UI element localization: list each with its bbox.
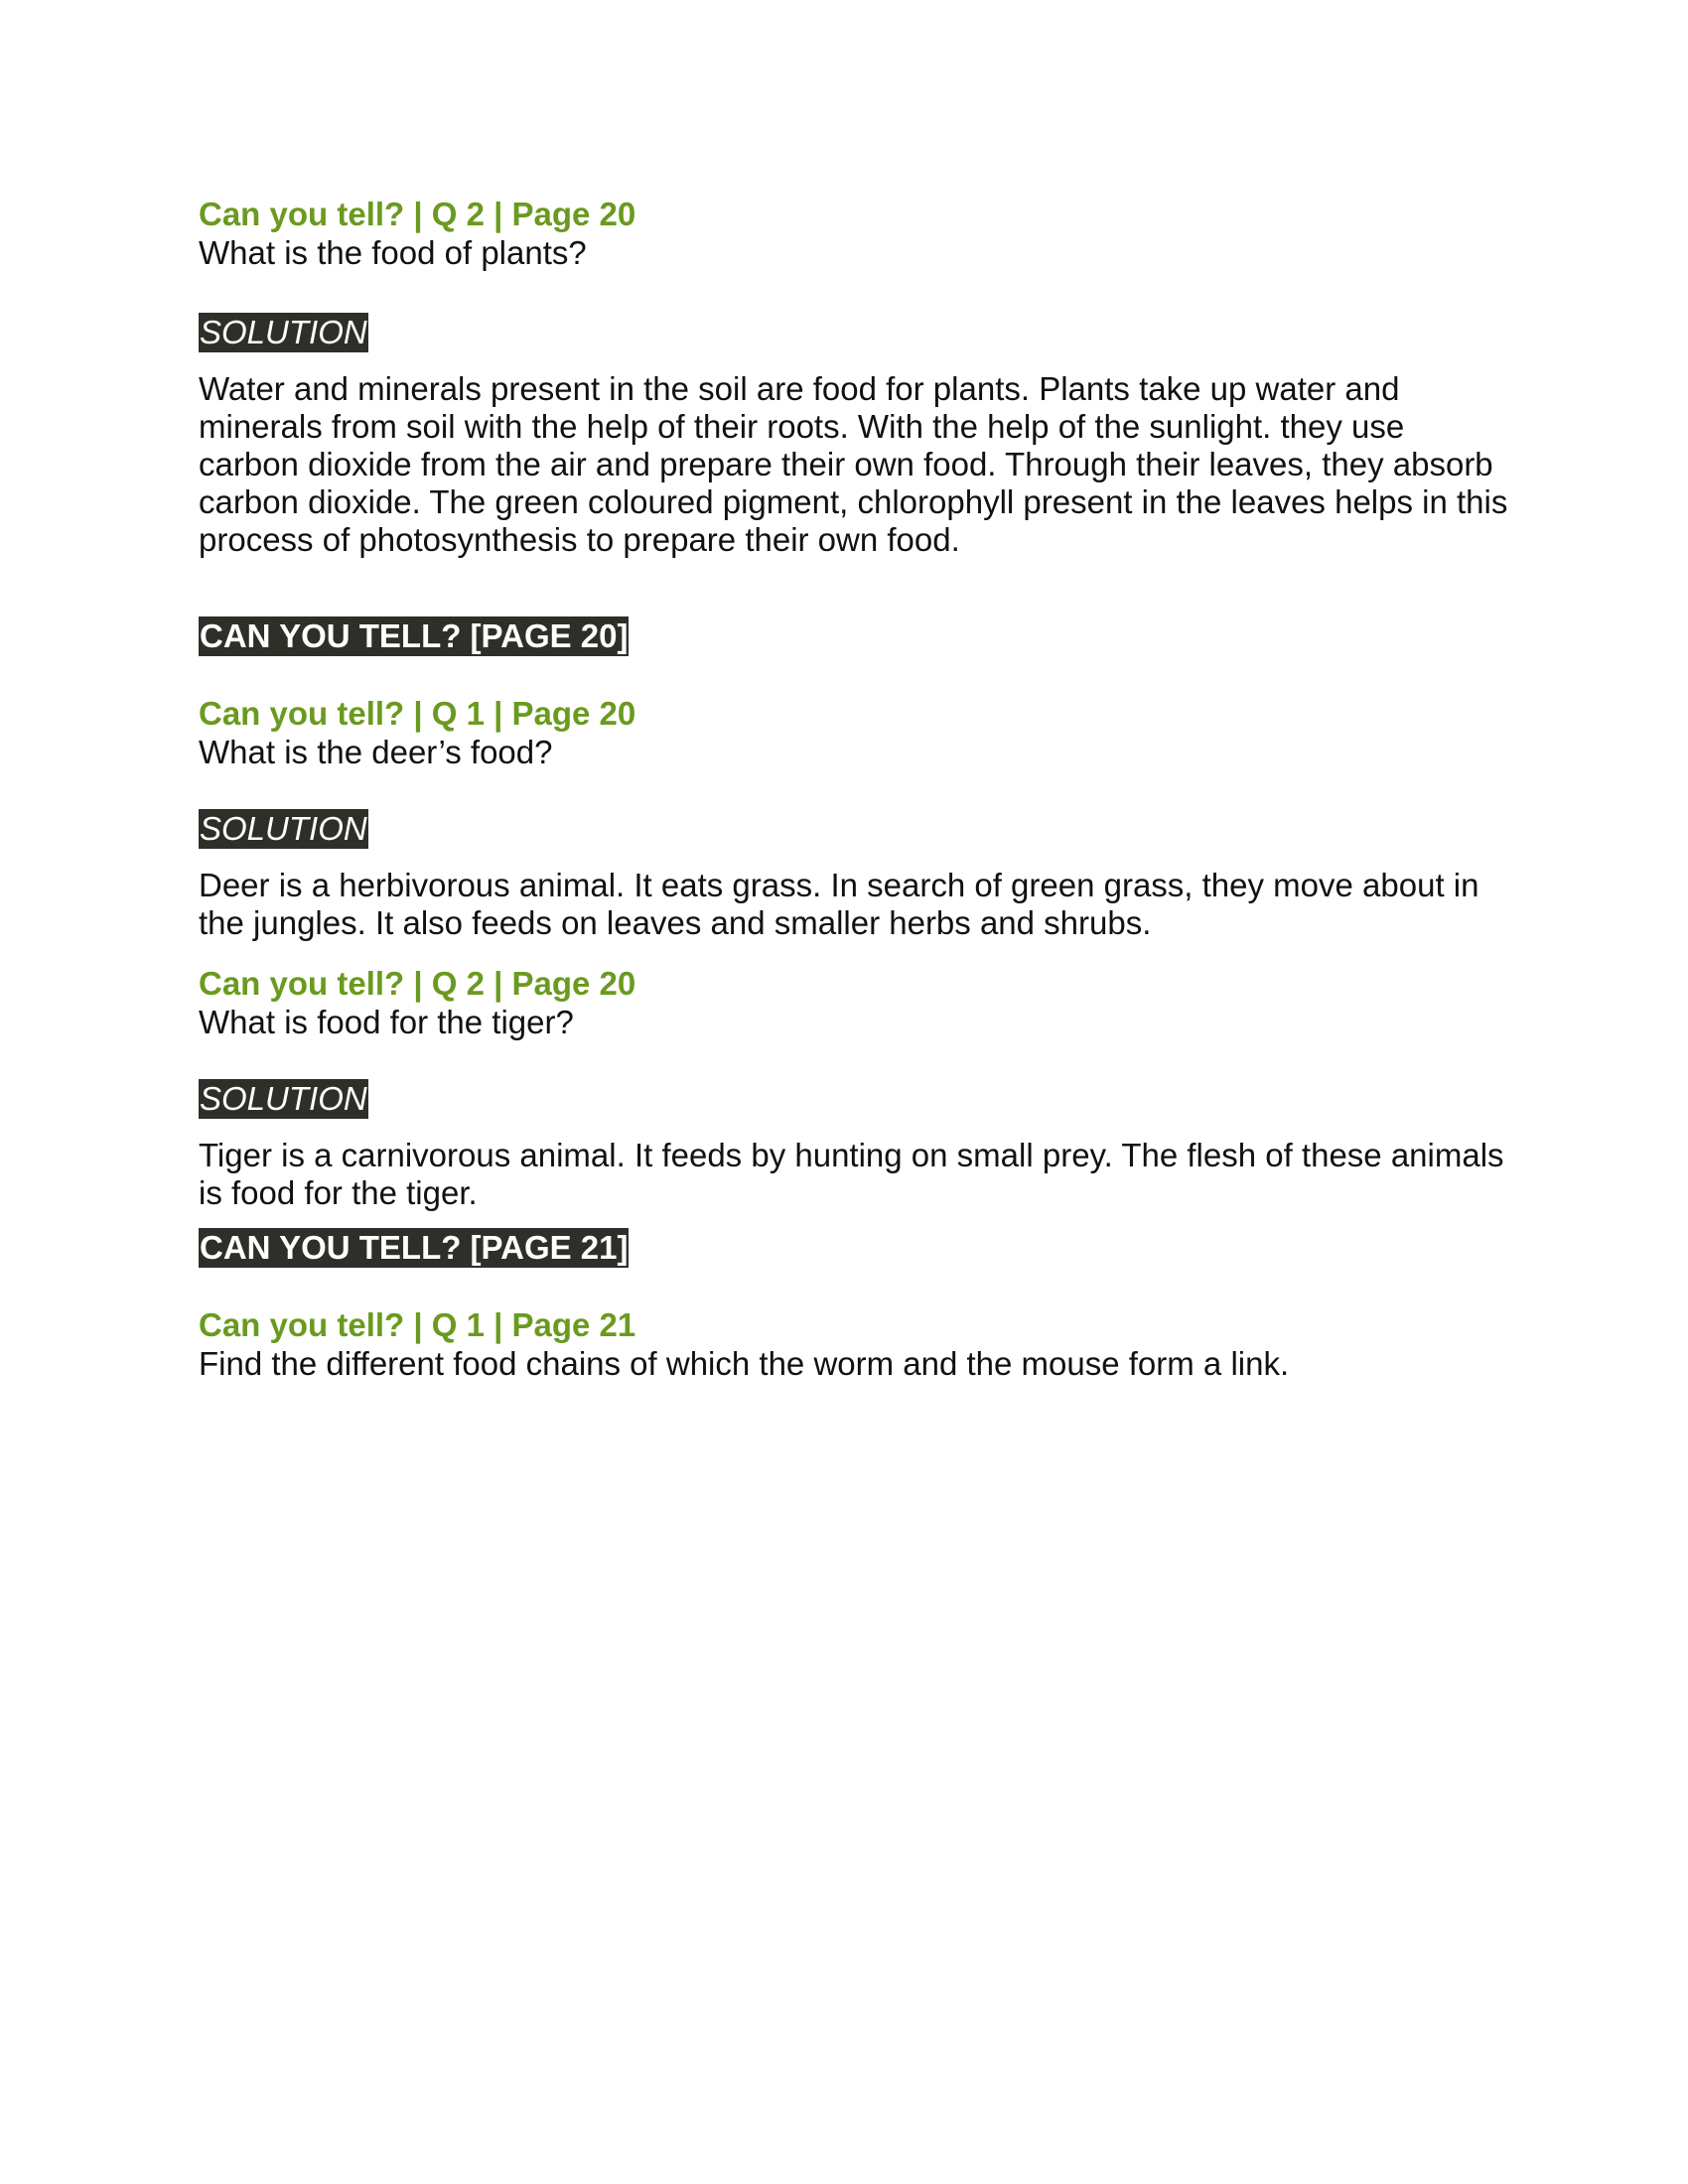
question-text: What is the food of plants?: [199, 234, 587, 271]
question-block: [199, 694, 1509, 771]
question-text: What is food for the tiger?: [199, 1004, 574, 1040]
answer-text: Tiger is a carnivorous animal. It feeds by hunting on small prey. The flesh of these animals is food for the tiger.: [199, 1137, 1504, 1211]
question-block: [199, 195, 1509, 272]
question-block: [199, 964, 1509, 1041]
question-text: What is the deer’s food?: [199, 734, 553, 770]
answer-text: Water and minerals present in the soil are food for plants. Plants take up water and minerals from soil with the help of their roots. With the help of the sunlight. they use carbon dioxide from the air and prepare their own food. Through their leaves, they absorb carbon dioxide. The green coloured pigment, chlorophyll present in the leaves helps in this process of photosynthesis to prepare their own food.: [199, 370, 1508, 558]
question-block: [199, 1305, 1509, 1383]
question-text: Find the different food chains of which the worm and the mouse form a link.: [199, 1345, 1290, 1382]
section-header: CAN YOU TELL? [PAGE 20]: [200, 617, 629, 654]
answer-text: Deer is a herbivorous animal. It eats grass. In search of green grass, they move about in the jungles. It also feeds on leaves and smaller herbs and shrubs.: [199, 867, 1479, 941]
document-page: [199, 195, 1509, 1383]
question-title: Can you tell? | Q 1 | Page 21: [199, 1306, 636, 1343]
solution-label: SOLUTION: [200, 1080, 367, 1117]
section-header: CAN YOU TELL? [PAGE 21]: [200, 1229, 629, 1266]
question-title: Can you tell? | Q 2 | Page 20: [199, 196, 636, 232]
solution-label: SOLUTION: [200, 314, 367, 350]
question-title: Can you tell? | Q 2 | Page 20: [199, 965, 636, 1002]
question-title: Can you tell? | Q 1 | Page 20: [199, 695, 636, 732]
solution-label: SOLUTION: [200, 810, 367, 847]
